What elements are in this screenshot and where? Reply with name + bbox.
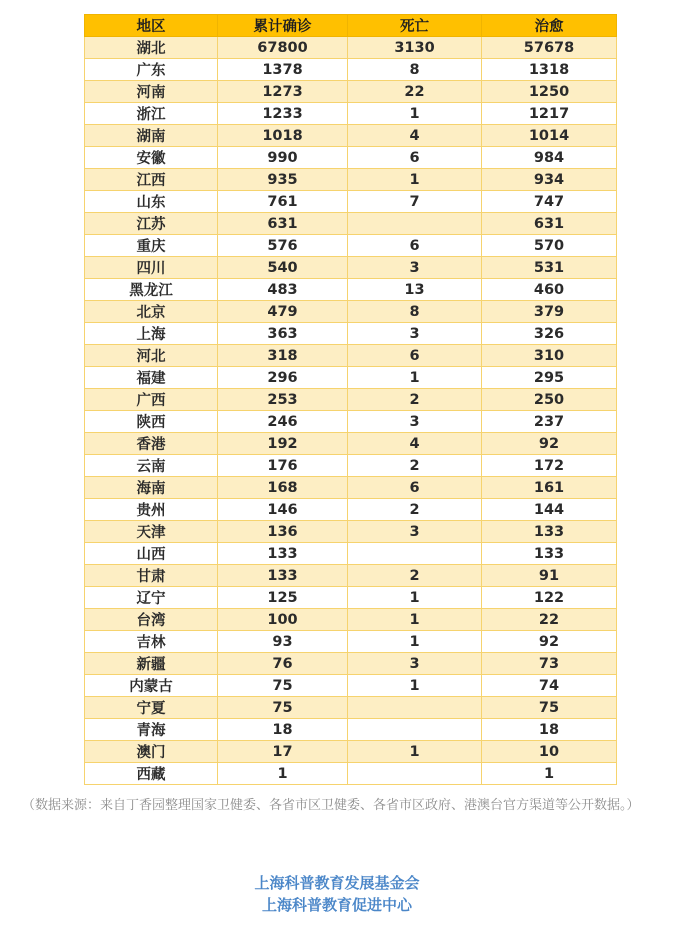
cell-deaths: 7 [348, 191, 482, 213]
cell-region: 重庆 [85, 235, 218, 257]
cell-recovered: 250 [482, 389, 617, 411]
header-deaths: 死亡 [348, 15, 482, 37]
cell-region: 黑龙江 [85, 279, 218, 301]
cell-recovered: 92 [482, 631, 617, 653]
table-header-row [85, 15, 617, 37]
cell-recovered: 310 [482, 345, 617, 367]
cell-recovered: 570 [482, 235, 617, 257]
table-row [85, 631, 617, 653]
cell-confirmed: 18 [218, 719, 348, 741]
cell-region: 台湾 [85, 609, 218, 631]
cell-deaths [348, 697, 482, 719]
cell-confirmed: 761 [218, 191, 348, 213]
cell-region: 云南 [85, 455, 218, 477]
cell-confirmed: 1233 [218, 103, 348, 125]
cell-recovered: 1250 [482, 81, 617, 103]
cell-confirmed: 75 [218, 675, 348, 697]
cell-region: 福建 [85, 367, 218, 389]
cell-confirmed: 935 [218, 169, 348, 191]
cell-deaths: 1 [348, 741, 482, 763]
cell-confirmed: 1018 [218, 125, 348, 147]
cell-region: 澳门 [85, 741, 218, 763]
table-row [85, 147, 617, 169]
cell-recovered: 631 [482, 213, 617, 235]
table-row [85, 543, 617, 565]
cell-region: 海南 [85, 477, 218, 499]
cell-deaths: 4 [348, 433, 482, 455]
cell-deaths: 2 [348, 499, 482, 521]
cell-confirmed: 479 [218, 301, 348, 323]
cell-deaths: 1 [348, 631, 482, 653]
table-row [85, 81, 617, 103]
table-row [85, 697, 617, 719]
cell-deaths: 4 [348, 125, 482, 147]
organization-block [0, 872, 674, 916]
cell-recovered: 133 [482, 543, 617, 565]
cell-region: 山东 [85, 191, 218, 213]
cell-region: 天津 [85, 521, 218, 543]
cell-recovered: 237 [482, 411, 617, 433]
cell-recovered: 1217 [482, 103, 617, 125]
table-row [85, 125, 617, 147]
cell-recovered: 122 [482, 587, 617, 609]
table-row [85, 499, 617, 521]
table-row [85, 741, 617, 763]
cell-confirmed: 133 [218, 565, 348, 587]
table-row [85, 763, 617, 785]
cell-deaths: 8 [348, 59, 482, 81]
cell-deaths [348, 213, 482, 235]
cell-region: 四川 [85, 257, 218, 279]
cell-confirmed: 17 [218, 741, 348, 763]
cell-recovered: 295 [482, 367, 617, 389]
data-source-note: （数据来源：来自丁香园整理国家卫健委、各省市区卫健委、各省市区政府、港澳台官方渠道等公开数据。） [22, 798, 640, 813]
cell-confirmed: 146 [218, 499, 348, 521]
cell-region: 贵州 [85, 499, 218, 521]
table-row [85, 477, 617, 499]
cell-recovered: 326 [482, 323, 617, 345]
table-row [85, 345, 617, 367]
cell-recovered: 747 [482, 191, 617, 213]
cell-confirmed: 136 [218, 521, 348, 543]
table-row [85, 37, 617, 59]
cell-confirmed: 100 [218, 609, 348, 631]
cell-region: 新疆 [85, 653, 218, 675]
table-row [85, 59, 617, 81]
cell-confirmed: 168 [218, 477, 348, 499]
cell-confirmed: 631 [218, 213, 348, 235]
cell-recovered: 1318 [482, 59, 617, 81]
cell-region: 内蒙古 [85, 675, 218, 697]
table-row [85, 103, 617, 125]
cell-confirmed: 76 [218, 653, 348, 675]
cell-region: 宁夏 [85, 697, 218, 719]
cell-confirmed: 67800 [218, 37, 348, 59]
cell-deaths: 6 [348, 477, 482, 499]
cell-recovered: 531 [482, 257, 617, 279]
cell-region: 上海 [85, 323, 218, 345]
table-row [85, 433, 617, 455]
cell-deaths: 3 [348, 257, 482, 279]
table-body [85, 37, 617, 785]
cell-recovered: 934 [482, 169, 617, 191]
table-row [85, 389, 617, 411]
cell-recovered: 74 [482, 675, 617, 697]
table-row [85, 191, 617, 213]
table-row [85, 587, 617, 609]
cell-recovered: 460 [482, 279, 617, 301]
cell-region: 江西 [85, 169, 218, 191]
cell-recovered: 75 [482, 697, 617, 719]
cell-deaths: 22 [348, 81, 482, 103]
cell-deaths: 2 [348, 455, 482, 477]
cell-recovered: 172 [482, 455, 617, 477]
epidemic-data-table [84, 14, 617, 785]
cell-confirmed: 990 [218, 147, 348, 169]
cell-deaths: 1 [348, 587, 482, 609]
cell-region: 吉林 [85, 631, 218, 653]
cell-deaths [348, 543, 482, 565]
cell-deaths: 3130 [348, 37, 482, 59]
cell-recovered: 92 [482, 433, 617, 455]
table-row [85, 609, 617, 631]
cell-deaths: 3 [348, 521, 482, 543]
cell-region: 河北 [85, 345, 218, 367]
cell-confirmed: 576 [218, 235, 348, 257]
cell-region: 湖北 [85, 37, 218, 59]
table-row [85, 653, 617, 675]
header-recovered: 治愈 [482, 15, 617, 37]
table-row [85, 675, 617, 697]
cell-region: 河南 [85, 81, 218, 103]
cell-confirmed: 93 [218, 631, 348, 653]
cell-confirmed: 363 [218, 323, 348, 345]
cell-confirmed: 246 [218, 411, 348, 433]
cell-recovered: 144 [482, 499, 617, 521]
cell-deaths: 8 [348, 301, 482, 323]
table-row [85, 257, 617, 279]
table-row [85, 279, 617, 301]
cell-region: 青海 [85, 719, 218, 741]
cell-deaths: 3 [348, 411, 482, 433]
cell-deaths: 2 [348, 389, 482, 411]
cell-region: 湖南 [85, 125, 218, 147]
table-row [85, 235, 617, 257]
cell-confirmed: 296 [218, 367, 348, 389]
cell-deaths: 13 [348, 279, 482, 301]
cell-recovered: 10 [482, 741, 617, 763]
cell-region: 浙江 [85, 103, 218, 125]
cell-recovered: 133 [482, 521, 617, 543]
table-row [85, 565, 617, 587]
cell-confirmed: 1378 [218, 59, 348, 81]
cell-region: 安徽 [85, 147, 218, 169]
table-row [85, 169, 617, 191]
cell-confirmed: 125 [218, 587, 348, 609]
cell-confirmed: 176 [218, 455, 348, 477]
cell-region: 甘肃 [85, 565, 218, 587]
cell-deaths: 3 [348, 323, 482, 345]
cell-recovered: 73 [482, 653, 617, 675]
cell-confirmed: 1273 [218, 81, 348, 103]
cell-region: 香港 [85, 433, 218, 455]
cell-region: 广西 [85, 389, 218, 411]
table-row [85, 411, 617, 433]
table-row [85, 367, 617, 389]
cell-confirmed: 75 [218, 697, 348, 719]
cell-deaths: 6 [348, 235, 482, 257]
cell-deaths: 6 [348, 345, 482, 367]
cell-recovered: 22 [482, 609, 617, 631]
table-row [85, 521, 617, 543]
cell-deaths: 1 [348, 103, 482, 125]
cell-deaths: 1 [348, 675, 482, 697]
cell-region: 陕西 [85, 411, 218, 433]
cell-confirmed: 192 [218, 433, 348, 455]
table-row [85, 323, 617, 345]
cell-region: 北京 [85, 301, 218, 323]
cell-recovered: 379 [482, 301, 617, 323]
cell-deaths [348, 719, 482, 741]
cell-confirmed: 1 [218, 763, 348, 785]
cell-recovered: 161 [482, 477, 617, 499]
cell-deaths: 1 [348, 609, 482, 631]
cell-region: 西藏 [85, 763, 218, 785]
cell-confirmed: 133 [218, 543, 348, 565]
cell-region: 辽宁 [85, 587, 218, 609]
organization-name-foundation: 上海科普教育发展基金会 [254, 874, 420, 892]
cell-confirmed: 253 [218, 389, 348, 411]
cell-region: 广东 [85, 59, 218, 81]
table-row [85, 213, 617, 235]
cell-deaths: 6 [348, 147, 482, 169]
table-row [85, 301, 617, 323]
cell-recovered: 1014 [482, 125, 617, 147]
cell-deaths [348, 763, 482, 785]
cell-region: 江苏 [85, 213, 218, 235]
header-confirmed: 累计确诊 [218, 15, 348, 37]
cell-deaths: 3 [348, 653, 482, 675]
cell-recovered: 18 [482, 719, 617, 741]
cell-recovered: 91 [482, 565, 617, 587]
cell-confirmed: 318 [218, 345, 348, 367]
cell-deaths: 1 [348, 169, 482, 191]
cell-region: 山西 [85, 543, 218, 565]
header-region: 地区 [85, 15, 218, 37]
table-row [85, 719, 617, 741]
cell-confirmed: 483 [218, 279, 348, 301]
cell-confirmed: 540 [218, 257, 348, 279]
cell-recovered: 57678 [482, 37, 617, 59]
cell-deaths: 2 [348, 565, 482, 587]
cell-recovered: 984 [482, 147, 617, 169]
cell-deaths: 1 [348, 367, 482, 389]
table-row [85, 455, 617, 477]
organization-name-center: 上海科普教育促进中心 [261, 896, 412, 914]
cell-recovered: 1 [482, 763, 617, 785]
